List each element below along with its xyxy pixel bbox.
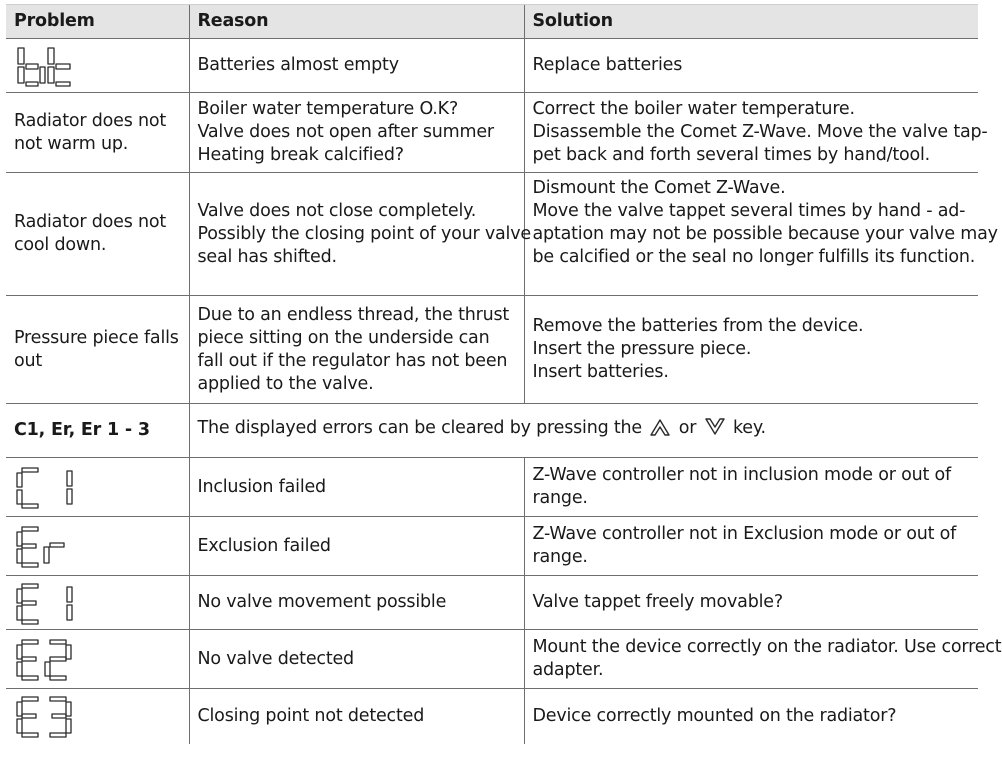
lcd-display-e2	[6, 630, 189, 689]
lcd-bt-icon	[14, 44, 74, 88]
table-row	[6, 173, 978, 296]
lcd-e3-icon	[14, 694, 84, 738]
lcd-e2-icon	[14, 637, 84, 681]
up-arrow-key-icon	[649, 417, 671, 444]
solution-cell: Valve tappet freely movable?	[524, 576, 978, 630]
solution-cell: Dismount the Comet Z-Wave. Move the valve tappet several times by hand - ad- aptation may not be possible because your valve may be calcified or the seal no longer fulfills its function.	[524, 173, 978, 296]
table-row	[6, 296, 978, 404]
lcd-display-e1	[6, 576, 189, 630]
lcd-e1-icon	[14, 581, 84, 625]
table-row	[6, 689, 978, 744]
table-header-row	[6, 5, 978, 39]
reason-cell: Valve does not close completely. Possibly the closing point of your valve seal has shifted.	[189, 173, 524, 296]
table-row	[6, 630, 978, 689]
reason-cell: Batteries almost empty	[189, 39, 524, 93]
reason-cell: Exclusion failed	[189, 517, 524, 576]
header-reason: Reason	[189, 5, 524, 39]
solution-cell: Device correctly mounted on the radiator?	[524, 689, 978, 744]
problem-cell: Radiator does not not warm up.	[6, 93, 189, 173]
solution-cell: Mount the device correctly on the radiator. Use correct adapter.	[524, 630, 978, 689]
lcd-c1-icon	[14, 465, 84, 509]
solution-cell: Replace batteries	[524, 39, 978, 93]
troubleshooting-table	[6, 4, 1002, 744]
down-arrow-key-icon	[704, 417, 726, 444]
lcd-display-er	[6, 517, 189, 576]
header-problem: Problem	[6, 5, 189, 39]
table-row	[6, 39, 978, 93]
solution-cell: Z-Wave controller not in inclusion mode or out of range.	[524, 458, 978, 517]
table-row	[6, 93, 978, 173]
solution-cell: Z-Wave controller not in Exclusion mode or out of range.	[524, 517, 978, 576]
table-row	[6, 404, 978, 458]
lcd-display-bt	[6, 39, 189, 93]
table-row	[6, 458, 978, 517]
header-solution: Solution	[524, 5, 978, 39]
reason-cell: No valve detected	[189, 630, 524, 689]
solution-cell: Remove the batteries from the device. Insert the pressure piece. Insert batteries.	[524, 296, 978, 404]
table-row	[6, 517, 978, 576]
lcd-display-e3	[6, 689, 189, 744]
problem-cell: Radiator does not cool down.	[6, 173, 189, 296]
lcd-er-icon	[14, 524, 84, 568]
reason-cell: Closing point not detected	[189, 689, 524, 744]
reason-cell: Due to an endless thread, the thrust piece sitting on the underside can fall out if the regulator has not been applied to the valve.	[189, 296, 524, 404]
table-row	[6, 576, 978, 630]
solution-cell: Correct the boiler water temperature. Disassemble the Comet Z-Wave. Move the valve tap- pet back and forth several times by hand/tool.	[524, 93, 978, 173]
reason-cell: Inclusion failed	[189, 458, 524, 517]
reason-cell: Boiler water temperature O.K? Valve does not open after summer Heating break calcified?	[189, 93, 524, 173]
lcd-display-c1	[6, 458, 189, 517]
merged-note-cell: The displayed errors can be cleared by pressing the or key.	[189, 404, 978, 458]
reason-cell: No valve movement possible	[189, 576, 524, 630]
problem-cell: Pressure piece falls out	[6, 296, 189, 404]
problem-cell: C1, Er, Er 1 - 3	[6, 404, 189, 458]
